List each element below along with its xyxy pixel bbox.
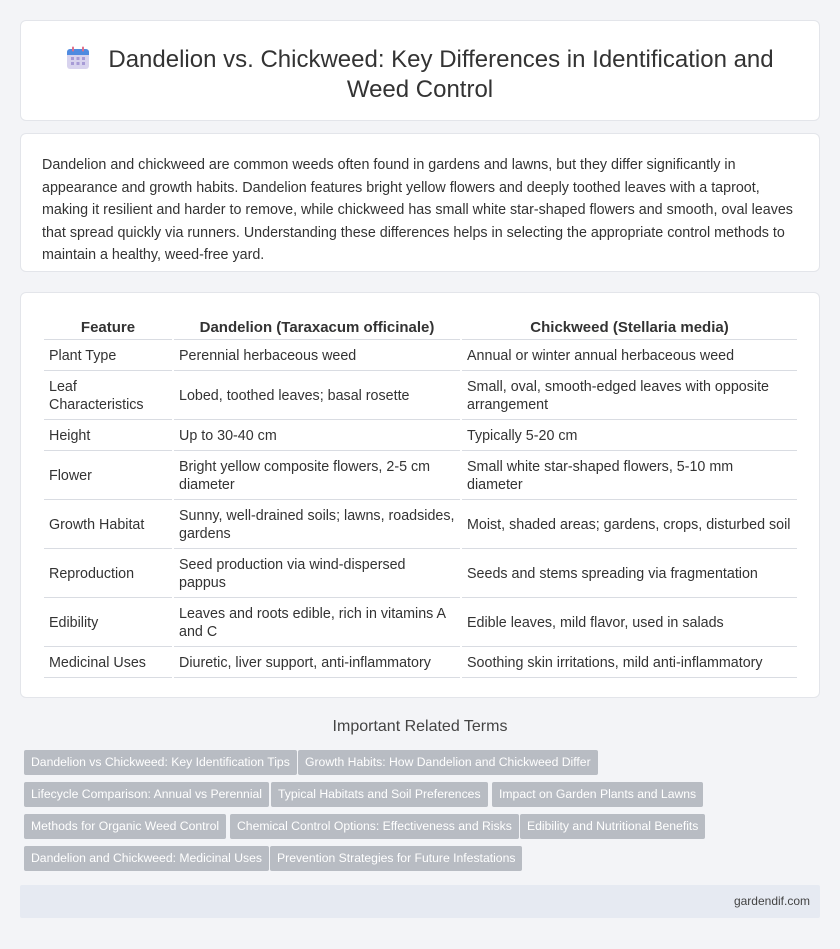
table-row <box>44 649 797 678</box>
related-tag-growth-habits[interactable]: Growth Habits: How Dandelion and Chickweed Differ <box>298 750 598 775</box>
related-tag-impact[interactable]: Impact on Garden Plants and Lawns <box>492 782 703 807</box>
table-row <box>44 502 797 549</box>
comparison-table-card <box>20 292 820 698</box>
cell-chickweed: Small, oval, smooth-edged leaves with opposite arrangement <box>462 373 797 420</box>
cell-feature: Reproduction <box>44 551 172 598</box>
cell-chickweed: Edible leaves, mild flavor, used in salads <box>462 600 797 647</box>
cell-chickweed: Seeds and stems spreading via fragmentation <box>462 551 797 598</box>
header-chickweed: Chickweed (Stellaria media) <box>462 316 797 340</box>
related-tag-organic-control[interactable]: Methods for Organic Weed Control <box>24 814 226 839</box>
cell-dandelion: Up to 30-40 cm <box>174 422 460 451</box>
related-tag-medicinal[interactable]: Dandelion and Chickweed: Medicinal Uses <box>24 846 269 871</box>
header-feature: Feature <box>44 316 172 340</box>
header-card <box>20 20 820 121</box>
cell-dandelion: Leaves and roots edible, rich in vitamins A and C <box>174 600 460 647</box>
table-row <box>44 600 797 647</box>
cell-dandelion: Lobed, toothed leaves; basal rosette <box>174 373 460 420</box>
page-title <box>61 45 779 105</box>
related-tag-habitats[interactable]: Typical Habitats and Soil Preferences <box>271 782 488 807</box>
cell-feature: Plant Type <box>44 342 172 371</box>
table-header-row <box>44 316 797 340</box>
related-tag-identification-tips[interactable]: Dandelion vs Chickweed: Key Identification Tips <box>24 750 297 775</box>
table-row <box>44 373 797 420</box>
cell-chickweed: Moist, shaded areas; gardens, crops, disturbed soil <box>462 502 797 549</box>
intro-card <box>20 133 820 272</box>
cell-feature: Leaf Characteristics <box>44 373 172 420</box>
cell-chickweed: Typically 5-20 cm <box>462 422 797 451</box>
cell-feature: Height <box>44 422 172 451</box>
cell-chickweed: Soothing skin irritations, mild anti-inflammatory <box>462 649 797 678</box>
table-row <box>44 422 797 451</box>
footer-site-link[interactable]: gardendif.com <box>733 894 810 908</box>
intro-paragraph: Dandelion and chickweed are common weeds often found in gardens and lawns, but they differ significantly in appearance and growth habits. Dandelion features bright yellow flowers and deeply toothed leaves with a taproot, making it resilient and harder to remove, while chickweed has small white star-shaped flowers and smooth, oval leaves that spread quickly via runners. Understanding these differences helps in selecting the appropriate control methods to maintain a healthy, weed-free yard. <box>42 157 793 263</box>
comparison-table <box>42 314 799 680</box>
related-tag-edibility[interactable]: Edibility and Nutritional Benefits <box>520 814 705 839</box>
table-row <box>44 551 797 598</box>
header-dandelion: Dandelion (Taraxacum officinale) <box>174 316 460 340</box>
related-terms-title: Important Related Terms <box>332 718 508 735</box>
related-tag-lifecycle[interactable]: Lifecycle Comparison: Annual vs Perennial <box>24 782 269 807</box>
cell-dandelion: Bright yellow composite flowers, 2-5 cm diameter <box>174 453 460 500</box>
cell-feature: Edibility <box>44 600 172 647</box>
page-title-text: Dandelion vs. Chickweed: Key Differences in Identification and Weed Control <box>108 46 774 103</box>
cell-dandelion: Sunny, well-drained soils; lawns, roadsides, gardens <box>174 502 460 549</box>
cell-dandelion: Diuretic, liver support, anti-inflammatory <box>174 649 460 678</box>
cell-chickweed: Small white star-shaped flowers, 5-10 mm diameter <box>462 453 797 500</box>
cell-dandelion: Perennial herbaceous weed <box>174 342 460 371</box>
cell-feature: Medicinal Uses <box>44 649 172 678</box>
footer-bar <box>20 885 820 918</box>
calendar-icon <box>66 46 90 70</box>
cell-feature: Growth Habitat <box>44 502 172 549</box>
cell-dandelion: Seed production via wind-dispersed pappus <box>174 551 460 598</box>
table-row <box>44 342 797 371</box>
cell-chickweed: Annual or winter annual herbaceous weed <box>462 342 797 371</box>
cell-feature: Flower <box>44 453 172 500</box>
related-tag-chemical-control[interactable]: Chemical Control Options: Effectiveness and Risks <box>230 814 519 839</box>
related-tag-prevention[interactable]: Prevention Strategies for Future Infestations <box>270 846 522 871</box>
page-title-wrap <box>61 45 779 105</box>
table-row <box>44 453 797 500</box>
